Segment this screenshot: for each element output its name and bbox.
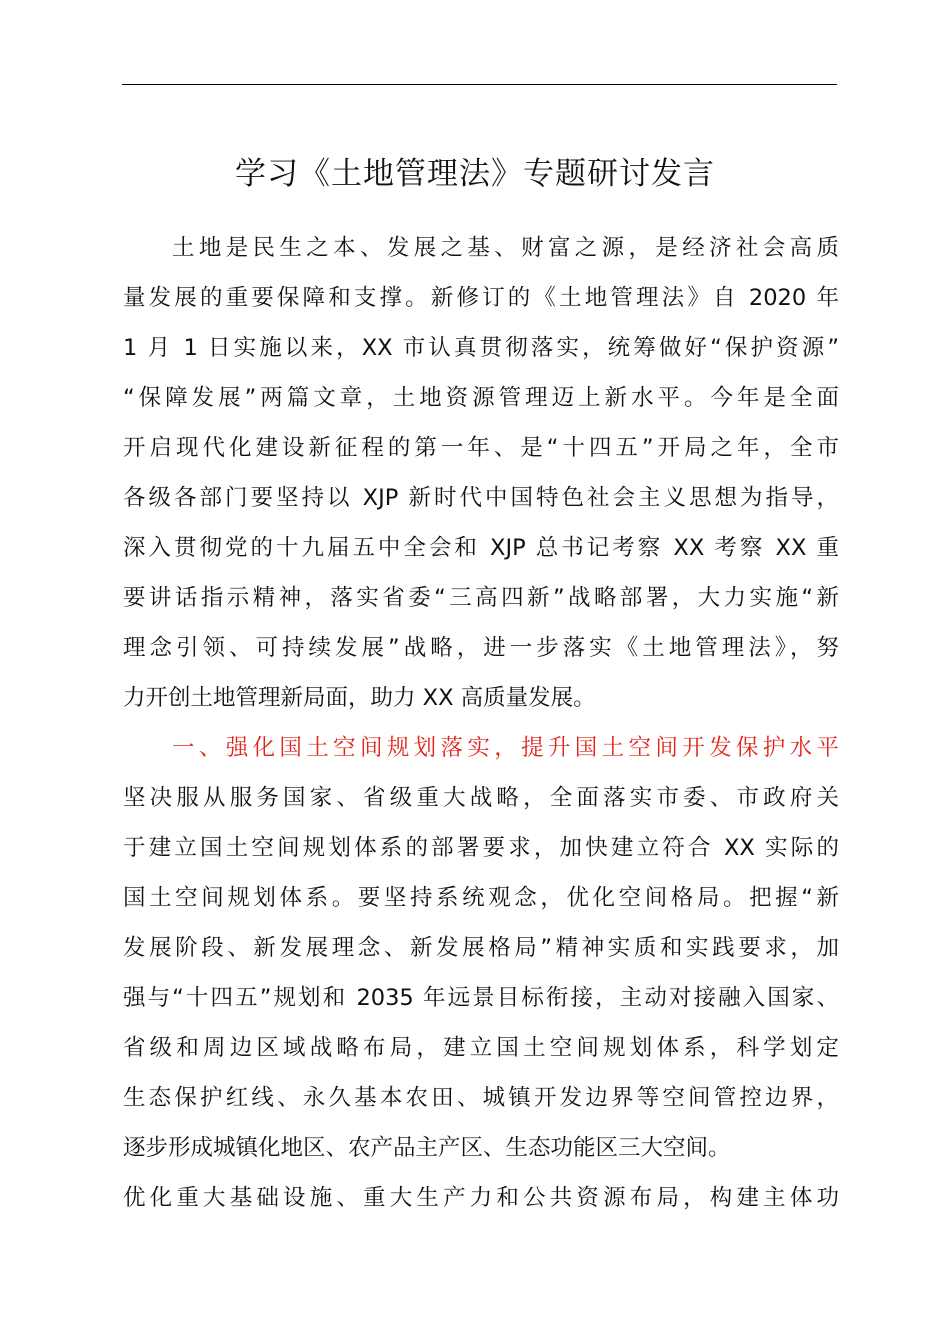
- text-line: 优化重大基础设施、重大生产力和公共资源布局，构建主体功: [123, 1185, 839, 1211]
- text-line: 土地是民生之本、发展之基、财富之源，是经济社会高质: [172, 235, 839, 261]
- text-line: 各级各部门要坚持以 XJP 新时代中国特色社会主义思想为指导，: [123, 485, 839, 511]
- text-line: 发展阶段、新发展理念、新发展格局”精神实质和实践要求，加: [123, 935, 839, 961]
- text-line: “保障发展”两篇文章，土地资源管理迈上新水平。今年是全面: [123, 385, 839, 411]
- text-line: 国土空间规划体系。要坚持系统观念，优化空间格局。把握“新: [123, 885, 839, 911]
- text-line: 力开创土地管理新局面，助力 XX 高质量发展。: [123, 685, 596, 711]
- section-heading: 一、强化国土空间规划落实，提升国土空间开发保护水平: [172, 735, 839, 761]
- text-line: 坚决服从服务国家、省级重大战略，全面落实市委、市政府关: [123, 785, 839, 811]
- text-line: 量发展的重要保障和支撑。新修订的《土地管理法》自 2020 年: [123, 285, 839, 311]
- text-line: 逐步形成城镇化地区、农产品主产区、生态功能区三大空间。: [123, 1135, 731, 1161]
- text-line: 开启现代化建设新征程的第一年、是“十四五”开局之年，全市: [123, 435, 839, 461]
- header-rule: [122, 84, 837, 85]
- text-line: 省级和周边区域战略布局，建立国土空间规划体系，科学划定: [123, 1035, 839, 1061]
- document-title: 学习《土地管理法》专题研讨发言: [235, 156, 715, 192]
- text-line: 强与“十四五”规划和 2035 年远景目标衔接，主动对接融入国家、: [123, 985, 839, 1011]
- text-line: 理念引领、可持续发展”战略，进一步落实《土地管理法》，努: [123, 635, 839, 661]
- text-line: 1 月 1 日实施以来，XX 市认真贯彻落实，统筹做好“保护资源”: [123, 335, 839, 361]
- text-line: 深入贯彻党的十九届五中全会和 XJP 总书记考察 XX 考察 XX 重: [123, 535, 839, 561]
- text-line: 于建立国土空间规划体系的部署要求，加快建立符合 XX 实际的: [123, 835, 839, 861]
- text-line: 生态保护红线、永久基本农田、城镇开发边界等空间管控边界，: [123, 1085, 839, 1111]
- text-line: 要讲话指示精神，落实省委“三高四新”战略部署，大力实施“新: [123, 585, 839, 611]
